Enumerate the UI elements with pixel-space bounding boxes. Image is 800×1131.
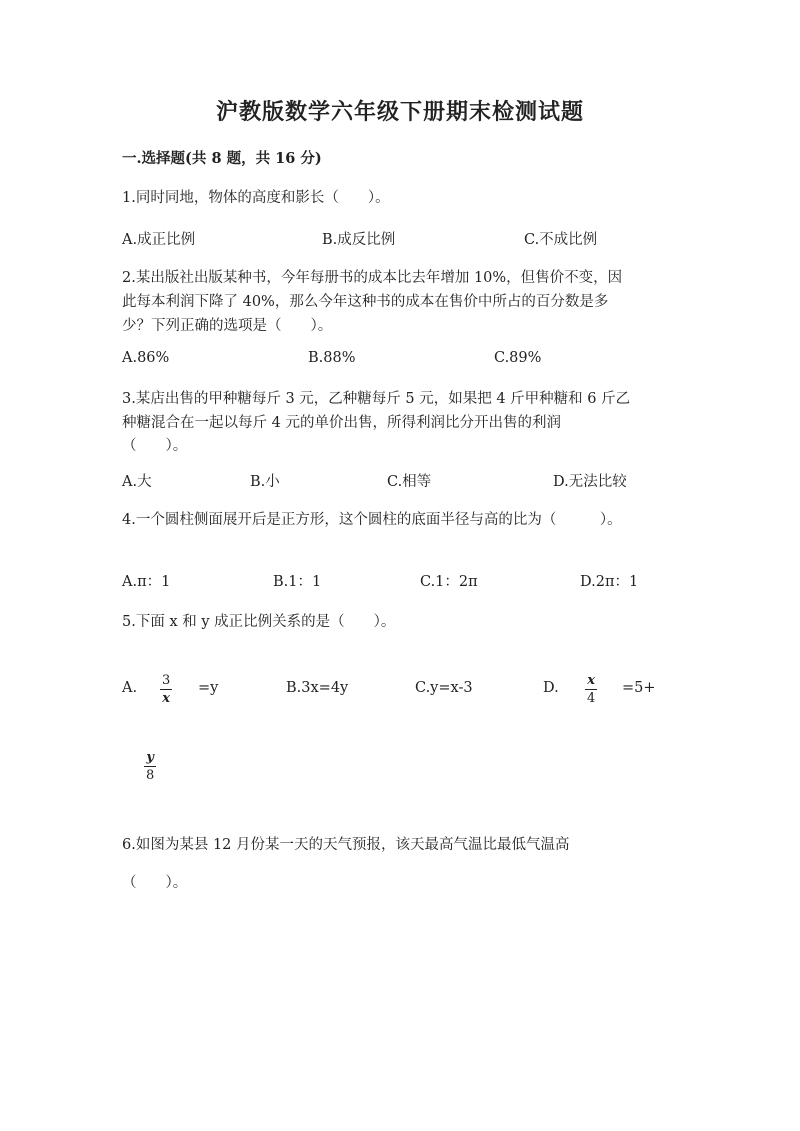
question-2-stem-line-1: 2.某出版社出版某种书，今年每册书的成本比去年增加 10%，但售价不变，因 <box>122 270 623 286</box>
question-6-stem-line-2: （ ）。 <box>122 875 188 891</box>
question-5-stem: 5.下面 x 和 y 成正比例关系的是（ ）。 <box>122 614 396 630</box>
question-5-option-a-label: A. <box>122 680 138 696</box>
question-5-option-b: B.3x=4y <box>286 680 349 696</box>
question-5-option-c: C.y=x-3 <box>415 680 473 696</box>
question-4-option-d: D.2π：1 <box>580 574 639 590</box>
question-2-option-c: C.89% <box>494 350 542 366</box>
question-3-option-c: C.相等 <box>387 474 432 490</box>
question-1-option-a: A.成正比例 <box>122 232 196 248</box>
question-4-stem: 4.一个圆柱侧面展开后是正方形，这个圆柱的底面半径与高的比为（ ）。 <box>122 512 622 528</box>
question-4-option-c: C.1：2π <box>420 574 478 590</box>
question-6-stem-line-1: 6.如图为某县 12 月份某一天的天气预报，该天最高气温比最低气温高 <box>122 837 570 853</box>
question-3-stem-line-2: 种糖混合在一起以每斤 4 元的单价出售，所得利润比分开出售的利润 <box>122 415 561 431</box>
question-5-option-a-fraction <box>160 674 172 705</box>
question-5-option-d-fraction-2 <box>144 751 156 782</box>
question-3-option-a: A.大 <box>122 474 152 490</box>
question-4-option-b: B.1：1 <box>273 574 322 590</box>
fraction-numerator: y <box>146 750 154 765</box>
section-heading: 一.选择题(共 8 题，共 16 分) <box>122 150 322 167</box>
question-5-option-d-label: D. <box>543 680 559 696</box>
question-3-option-d: D.无法比较 <box>553 474 627 490</box>
question-4-option-a: A.π：1 <box>122 574 171 590</box>
question-5-option-d-rest: =5+ <box>622 680 656 696</box>
fraction-denominator: x <box>162 691 171 706</box>
question-1-stem: 1.同时同地，物体的高度和影长（ ）。 <box>122 190 390 206</box>
question-2-option-b: B.88% <box>308 350 356 366</box>
question-1-option-b: B.成反比例 <box>322 232 396 248</box>
fraction-numerator: x <box>587 673 596 688</box>
question-1-option-c: C.不成比例 <box>524 232 598 248</box>
fraction-denominator: 8 <box>146 768 155 783</box>
fraction-denominator: 4 <box>587 691 596 706</box>
question-3-stem-line-1: 3.某店出售的甲种糖每斤 3 元，乙种糖每斤 5 元，如果把 4 斤甲种糖和 6 斤乙 <box>122 391 631 407</box>
page-title: 沪教版数学六年级下册期末检测试题 <box>215 99 584 125</box>
question-3-option-b: B.小 <box>250 474 280 490</box>
question-2-stem-line-3: 少？下列正确的选项是（ ）。 <box>122 318 333 334</box>
question-5-option-d-fraction <box>585 674 597 705</box>
question-3-stem-line-3: （ ）。 <box>122 438 188 454</box>
question-5-option-a-rest: =y <box>198 680 219 696</box>
question-2-option-a: A.86% <box>122 350 170 366</box>
fraction-numerator: 3 <box>162 673 171 688</box>
question-2-stem-line-2: 此每本利润下降了 40%，那么今年这种书的成本在售价中所占的百分数是多 <box>122 294 609 310</box>
